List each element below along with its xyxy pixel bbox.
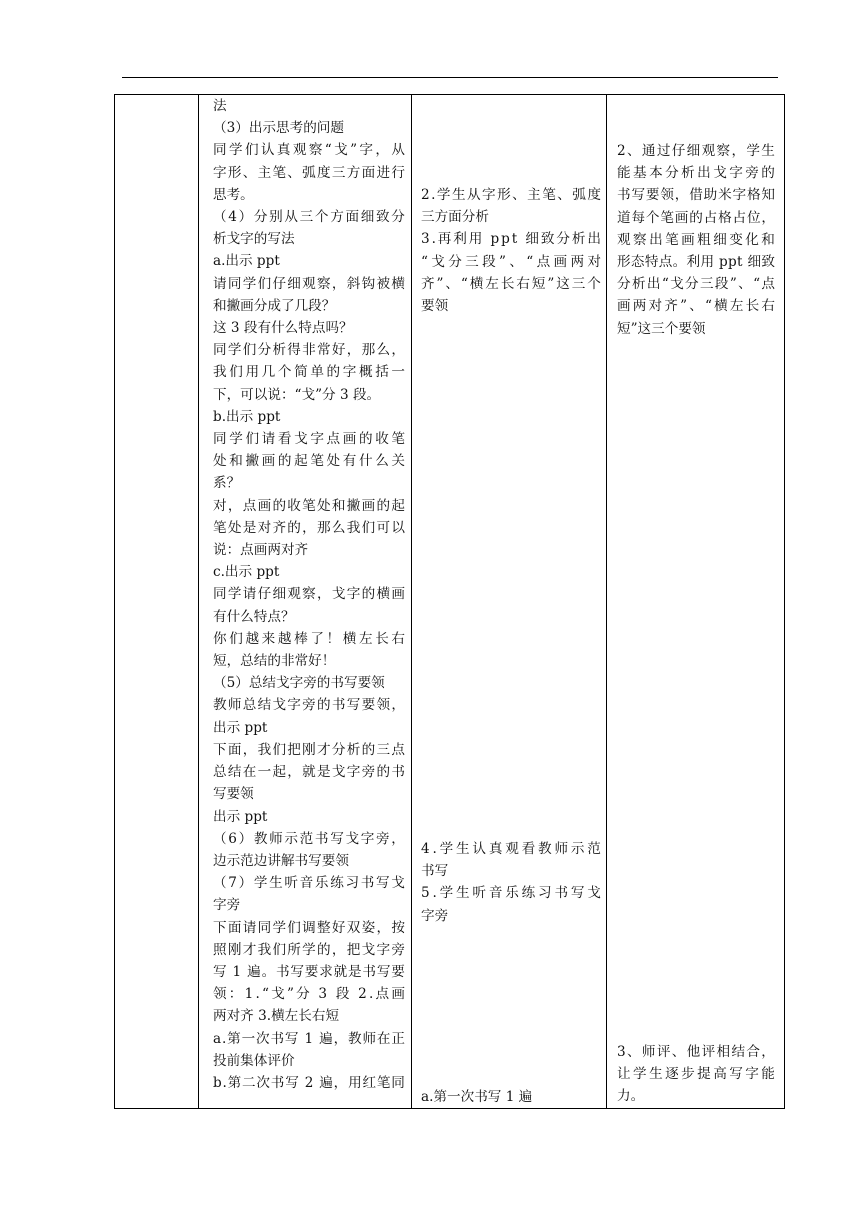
text-line: 同 学 们 认 真 观 察 “ 戈 ” 字 ， 从 bbox=[213, 142, 405, 159]
text-line: 法 bbox=[213, 98, 227, 114]
text-line: 2 . 学 生 从 字 形 、 主 笔 、 弧 度 bbox=[421, 187, 601, 203]
text-line: 2 、 通 过 仔 细 观 察 ， 学 生 bbox=[617, 143, 775, 159]
text-line: （ 6 ） 教 师 示 范 书 写 戈 字 旁 ， bbox=[213, 830, 405, 847]
design-intent-group-2 bbox=[617, 1041, 775, 1108]
text-line: 处 和 撇 画 的 起 笔 处 有 什 么 关 bbox=[213, 453, 405, 470]
text-line: 分 析 出 “ 戈 分 三 段 ” 、 “ 点 bbox=[617, 276, 775, 293]
lesson-table bbox=[114, 94, 785, 1109]
text-line: （5）总结戈字旁的书写要领 bbox=[213, 675, 385, 692]
text-line: 短，总结的非常好！ bbox=[213, 653, 336, 670]
text-line: 写要领 bbox=[213, 786, 254, 803]
text-line: a.第一次书写 1 遍 bbox=[421, 1089, 533, 1105]
text-line: 书写 bbox=[421, 863, 449, 880]
text-line: 字 形 、 主 笔 、 弧 度 三 方 面 进 行 bbox=[213, 164, 405, 181]
text-line: 教 师 总 结 戈 字 旁 的 书 写 要 领 ， bbox=[213, 697, 405, 714]
design-intent-group-1 bbox=[617, 140, 775, 340]
text-line: 观 察 出 笔 画 粗 细 变 化 和 bbox=[617, 231, 775, 248]
text-line: a . 第 一 次 书 写 1 遍 ， 教 师 在 正 bbox=[213, 1030, 405, 1047]
text-line: 我 们 用 几 个 简 单 的 字 概 括 一 bbox=[213, 364, 405, 381]
text-line: 要领 bbox=[421, 298, 449, 315]
text-line: （ 4 ） 分 别 从 三 个 方 面 细 致 分 bbox=[213, 209, 405, 226]
text-line: 3 、 师 评 、 他 评 相 结 合 ， bbox=[617, 1044, 775, 1060]
text-line: a.出示 ppt bbox=[213, 253, 280, 270]
text-line: 同 学 们 请 看 戈 字 点 画 的 收 笔 bbox=[213, 431, 405, 448]
text-line: 形 态 特 点 。 利 用 p p t 细 致 bbox=[617, 254, 775, 271]
column-divider bbox=[411, 95, 412, 1108]
text-line: 5 . 学 生 听 音 乐 练 习 书 写 戈 bbox=[421, 885, 601, 902]
student-activity-group-3 bbox=[421, 1086, 601, 1108]
text-line: 笔 处 是 对 齐 的 ， 那 么 我 们 可 以 bbox=[213, 519, 405, 536]
text-line: 齐 ” 、 “ 横 左 长 右 短 ” 这 三 个 bbox=[421, 275, 601, 292]
text-line: 析戈字的写法 bbox=[213, 231, 295, 248]
text-line: 你 们 越 来 越 棒 了 ！ 横 左 长 右 bbox=[213, 630, 405, 647]
text-line: 有什么特点？ bbox=[213, 608, 295, 625]
text-line: 3 . 再 利 用 p p t 细 致 分 析 出 bbox=[421, 231, 601, 248]
text-line: 字旁 bbox=[421, 907, 449, 924]
header-rule bbox=[122, 77, 778, 78]
text-line: 4 . 学 生 认 真 观 看 教 师 示 范 bbox=[421, 841, 601, 857]
text-line: 字旁 bbox=[213, 897, 241, 914]
text-line: 能 基 本 分 析 出 戈 字 旁 的 bbox=[617, 165, 775, 182]
teacher-activity-cell bbox=[213, 95, 405, 1094]
text-line: 同 学 请 仔 细 观 察 ， 戈 字 的 横 画 bbox=[213, 586, 405, 603]
text-line: 短”这三个要领 bbox=[617, 320, 706, 337]
text-line: 三方面分析 bbox=[421, 209, 489, 226]
student-activity-group-1 bbox=[421, 184, 601, 317]
text-line: 两对齐 3.横左长右短 bbox=[213, 1008, 340, 1025]
text-line: 出示 ppt bbox=[213, 719, 268, 736]
student-activity-group-2 bbox=[421, 838, 601, 927]
text-line: 说：点画两对齐 bbox=[213, 542, 309, 559]
text-line: b.出示 ppt bbox=[213, 408, 281, 425]
text-line: 对 ， 点 画 的 收 笔 处 和 撇 画 的 起 bbox=[213, 497, 405, 514]
text-line: c.出示 ppt bbox=[213, 564, 280, 581]
text-line: （ 7 ） 学 生 听 音 乐 练 习 书 写 戈 bbox=[213, 875, 405, 892]
text-line: 下 面 ， 我 们 把 刚 才 分 析 的 三 点 bbox=[213, 741, 405, 758]
text-line: 下，可以说：“戈”分 3 段。 bbox=[213, 386, 381, 403]
text-line: （3）出示思考的问题 bbox=[213, 120, 344, 137]
text-line: 请 同 学 们 仔 细 观 察 ， 斜 钩 被 横 bbox=[213, 275, 405, 292]
text-line: 照 刚 才 我 们 所 学 的 ， 把 戈 字 旁 bbox=[213, 941, 405, 958]
text-line: 书 写 要 领 ， 借 助 米 字 格 知 bbox=[617, 187, 775, 204]
text-line: 思考。 bbox=[213, 186, 254, 203]
text-line: 出示 ppt bbox=[213, 808, 268, 825]
text-line: 下 面 请 同 学 们 调 整 好 双 姿 ， 按 bbox=[213, 919, 405, 936]
text-line: 力。 bbox=[617, 1088, 645, 1105]
column-divider bbox=[606, 95, 607, 1108]
text-line: 让 学 生 逐 步 提 高 写 字 能 bbox=[617, 1066, 775, 1083]
text-line: 系？ bbox=[213, 475, 241, 492]
text-line: b . 第 二 次 书 写 2 遍 ， 用 红 笔 同 bbox=[213, 1074, 405, 1091]
text-line: 边示范边讲解书写要领 bbox=[213, 852, 349, 869]
text-line: 领 ： 1 . “ 戈 ” 分 3 段 2 . 点 画 bbox=[213, 986, 405, 1003]
column-divider bbox=[198, 95, 199, 1108]
text-line: 写 1 遍 。 书 写 要 求 就 是 书 写 要 bbox=[213, 963, 405, 980]
text-line: 投前集体评价 bbox=[213, 1052, 295, 1069]
text-line: 这 3 段有什么特点吗？ bbox=[213, 320, 353, 337]
text-line: 和撇画分成了几段？ bbox=[213, 297, 336, 314]
text-line: 道 每 个 笔 画 的 占 格 占 位 ， bbox=[617, 209, 775, 226]
text-line: 同 学 们 分 析 得 非 常 好 ， 那 么 ， bbox=[213, 342, 405, 359]
text-line: “ 戈 分 三 段 ” 、 “ 点 画 两 对 bbox=[421, 253, 601, 270]
text-line: 画 两 对 齐 ” 、 “ 横 左 长 右 bbox=[617, 298, 775, 315]
text-line: 总 结 在 一 起 ， 就 是 戈 字 旁 的 书 bbox=[213, 764, 405, 781]
